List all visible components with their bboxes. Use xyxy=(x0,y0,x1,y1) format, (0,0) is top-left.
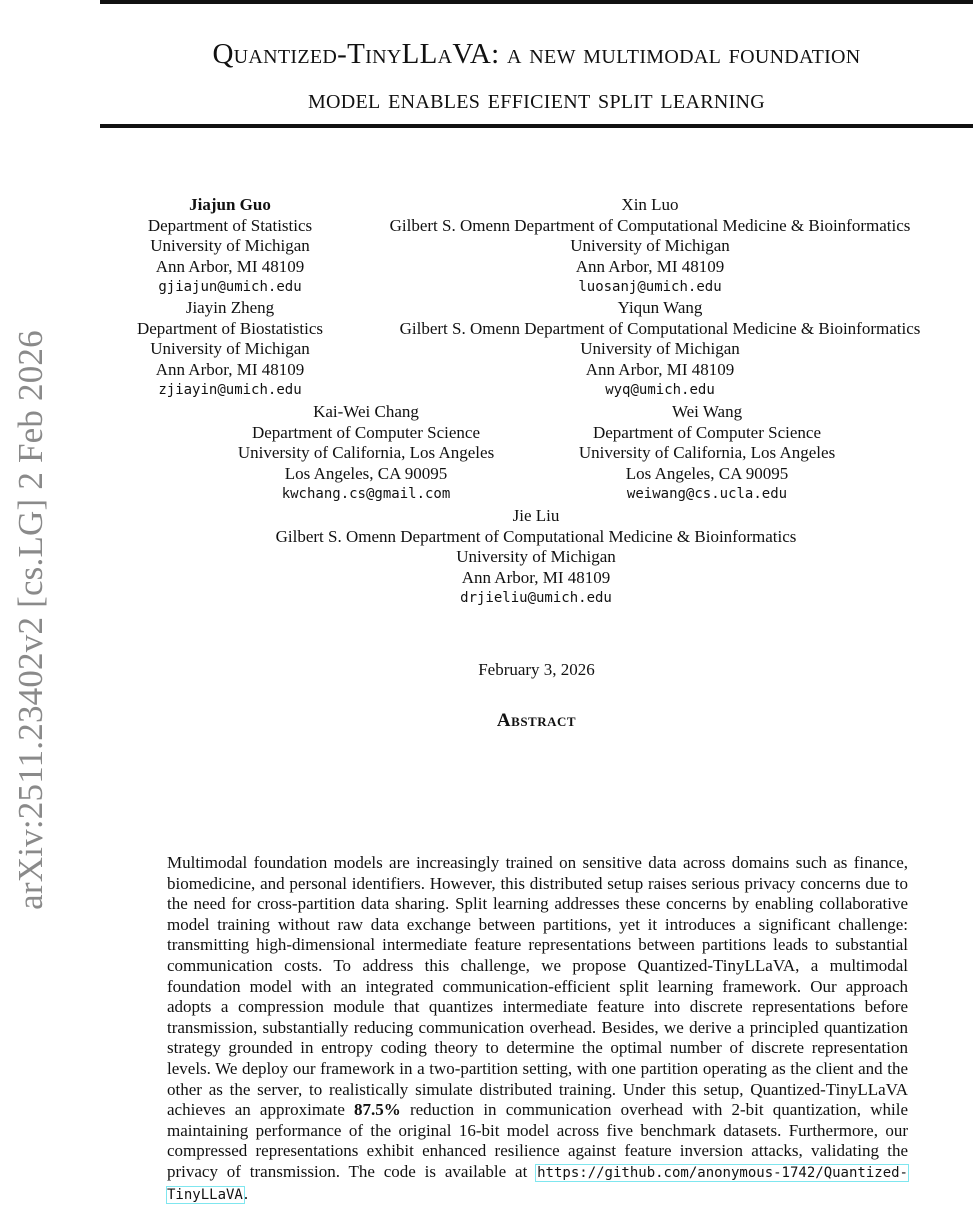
author-university: University of California, Los Angeles xyxy=(237,443,495,463)
author-block xyxy=(360,298,960,401)
author-email[interactable]: luosanj@umich.edu xyxy=(578,279,722,296)
author-address: Los Angeles, CA 90095 xyxy=(625,463,789,483)
author-address: Ann Arbor, MI 48109 xyxy=(585,359,735,379)
title-line-2: model enables efficient split learning xyxy=(307,83,766,115)
paper-title xyxy=(100,32,973,122)
arxiv-identifier: arXiv:2511.23402v2 [cs.LG] 2 Feb 2026 xyxy=(11,330,50,910)
author-address: Ann Arbor, MI 48109 xyxy=(155,359,305,379)
author-name: Kai-Wei Chang xyxy=(313,402,419,421)
abstract-end: . xyxy=(243,1183,249,1203)
author-name: Jiayin Zheng xyxy=(185,298,275,317)
author-block xyxy=(110,298,350,401)
author-name: Jiajun Guo xyxy=(189,195,271,214)
author-name: Yiqun Wang xyxy=(617,298,703,317)
author-email[interactable]: wyq@umich.edu xyxy=(605,382,715,399)
author-block xyxy=(118,195,342,298)
author-name: Jie Liu xyxy=(512,506,560,525)
author-department: Department of Computer Science xyxy=(251,422,480,442)
author-email[interactable]: kwchang.cs@gmail.com xyxy=(281,486,451,503)
top-rule xyxy=(100,0,973,4)
author-department: Gilbert S. Omenn Department of Computational Medicine & Bioinformatics xyxy=(275,526,797,546)
author-department: Gilbert S. Omenn Department of Computational Medicine & Bioinformatics xyxy=(389,215,911,235)
author-email[interactable]: drjieliu@umich.edu xyxy=(460,590,612,607)
author-university: University of Michigan xyxy=(580,339,740,359)
author-university: University of California, Los Angeles xyxy=(578,443,836,463)
code-link[interactable]: https://github.com/anonymous-1742/Quantized-TinyLLaVA xyxy=(167,1164,908,1203)
author-department: Department of Statistics xyxy=(147,215,313,235)
bottom-rule xyxy=(100,124,973,128)
author-email[interactable]: gjiajun@umich.edu xyxy=(158,279,302,296)
author-address: Ann Arbor, MI 48109 xyxy=(155,256,305,276)
author-name: Wei Wang xyxy=(671,402,743,421)
author-university: University of Michigan xyxy=(150,236,310,256)
author-address: Los Angeles, CA 90095 xyxy=(284,463,448,483)
author-university: University of Michigan xyxy=(456,547,616,567)
author-email[interactable]: zjiayin@umich.edu xyxy=(158,382,302,399)
abstract-text-continued: reduction in communication overhead with 2-bit quantization, while maintaining performance of the original 16-bit model across five benchmark datasets. Furthermore, our compressed representations exhibit enhanced resilience against feature inversion attacks, validating the privacy of transmission. The code is available at xyxy=(167,1100,908,1181)
title-line-1: Quantized-TinyLLaVA: a new multimodal foundation xyxy=(212,38,861,70)
author-department: Gilbert S. Omenn Department of Computational Medicine & Bioinformatics xyxy=(399,318,921,338)
author-department: Department of Computer Science xyxy=(592,422,821,442)
abstract-text: Multimodal foundation models are increasingly trained on sensitive data across domains such as finance, biomedicine, and personal identifiers. However, this distributed setup raises serious privacy concerns due to the need for cross-partition data sharing. Split learning addresses these concerns by enabling collaborative model training without raw data exchange between partitions, yet it introduces a significant challenge: transmitting high-dimensional intermediate feature representations between partitions leads to substantial communication costs. To address this challenge, we propose Quantized-TinyLLaVA, a multimodal foundation model with an integrated communication-efficient split learning framework. Our approach adopts a compression module that quantizes intermediate feature into discrete representations before transmission, substantially reducing communication overhead. Besides, we derive a principled quantization strategy grounded in entropy coding theory to determine the optimal number of discrete representation levels. We deploy our framework in a two-partition setting, with one partition operating as the client and the other as the server, to realistically simulate distributed training. Under this setup, Quantized-TinyLLaVA achieves an approximate xyxy=(167,853,908,1120)
author-block xyxy=(216,402,516,505)
abstract-body xyxy=(167,853,908,1205)
abstract-highlight: 87.5% xyxy=(354,1100,401,1120)
author-email[interactable]: weiwang@cs.ucla.edu xyxy=(626,486,788,503)
paper-date: February 3, 2026 xyxy=(478,660,595,679)
author-name: Xin Luo xyxy=(621,195,679,214)
author-block xyxy=(236,506,836,609)
abstract-heading: Abstract xyxy=(496,710,577,731)
author-address: Ann Arbor, MI 48109 xyxy=(461,567,611,587)
author-address: Ann Arbor, MI 48109 xyxy=(575,256,725,276)
author-block xyxy=(557,402,857,505)
author-university: University of Michigan xyxy=(150,339,310,359)
author-department: Department of Biostatistics xyxy=(136,318,324,338)
author-university: University of Michigan xyxy=(570,236,730,256)
author-block xyxy=(350,195,950,298)
